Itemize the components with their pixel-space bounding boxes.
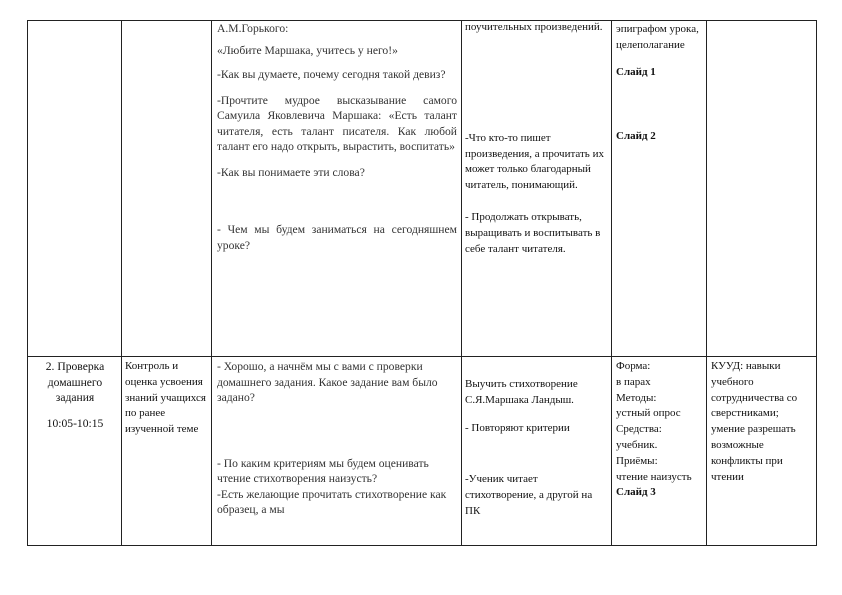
teacher-text: -Как вы понимаете эти слова? — [217, 165, 365, 179]
slide-label: Слайд 2 — [616, 130, 656, 143]
row2-stage-cell — [31, 359, 119, 431]
methods-text: целеполагание — [616, 38, 685, 51]
uud-text: КУУД: навыки учебного сотрудничества со сверстниками; умение разрешать возможные конфликты при чтении — [711, 360, 798, 483]
methods-value: чтение наизусть — [616, 470, 692, 483]
student-text: - Продолжать открывать, выращивать и воспитывать в себе талант читателя. — [465, 210, 601, 255]
row2-teacher-cell — [217, 359, 457, 524]
table-border-right — [816, 20, 817, 546]
methods-label: Форма: — [616, 360, 651, 372]
row2-students-cell — [465, 377, 609, 526]
student-text: - Повторяют критерии — [465, 421, 570, 434]
teacher-text: А.М.Горького: — [217, 22, 289, 35]
row2-methods-cell — [616, 359, 704, 501]
stage-title: 2. Проверка домашнего задания — [45, 360, 105, 404]
student-text: -Что кто-то пишет произведения, а прочитать их может только благодарный читатель, понимающий. — [465, 131, 604, 192]
teacher-text: - Хорошо, а начнём мы с вами с проверки домашнего задания. Какое задание вам было задано? — [217, 360, 438, 404]
table-col-divider — [461, 20, 462, 546]
table-border-bottom — [27, 545, 817, 546]
student-text: -Ученик читает стихотворение, а другой на ПК — [465, 473, 593, 517]
table-col-divider — [121, 20, 122, 546]
table-border-left — [27, 20, 28, 546]
table-row-divider — [27, 356, 817, 357]
methods-label: Методы: — [616, 391, 657, 404]
teacher-text: -Прочтите мудрое высказывание самого Самуила Яковлевича Маршака: «Есть талант читателя, есть талант писателя. Как любой талант его надо открыть, вырастить, воспитать» — [217, 93, 457, 153]
row2-goal-cell — [125, 359, 209, 438]
teacher-text: «Любите Маршака, учитесь у него!» — [217, 43, 398, 57]
table-col-divider — [211, 20, 212, 546]
table-col-divider — [611, 20, 612, 546]
student-text: поучительных произведений. — [465, 21, 603, 33]
methods-text: эпиграфом урока, — [616, 23, 699, 35]
methods-value: в парах — [616, 375, 651, 388]
teacher-text: - Чем мы будем заниматься на сегодняшнем уроке? — [217, 223, 457, 252]
teacher-text: -Как вы думаете, почему сегодня такой девиз? — [217, 68, 446, 81]
row1-teacher-cell — [217, 21, 457, 259]
slide-label: Слайд 3 — [616, 486, 656, 499]
slide-label: Слайд 1 — [616, 65, 656, 78]
table-col-divider — [706, 20, 707, 546]
row1-students-cell — [465, 20, 607, 263]
methods-label: Приёмы: — [616, 454, 658, 467]
teacher-text: - По каким критериям мы будем оценивать чтение стихотворения наизусть? — [217, 456, 429, 485]
row2-uud-cell — [711, 359, 813, 485]
methods-value: учебник. — [616, 438, 658, 451]
teacher-text: -Есть желающие прочитать стихотворение как образец, а мы — [217, 487, 447, 516]
methods-label: Средства: — [616, 423, 662, 436]
student-text: Выучить стихотворение С.Я.Маршака Ландыш. — [465, 378, 578, 406]
stage-time: 10:05-10:15 — [46, 416, 104, 430]
stage-goal: Контроль и оценка усвоения знаний учащихся по ранее изученной теме — [125, 360, 206, 436]
row1-methods-cell — [616, 22, 704, 145]
methods-value: устный опрос — [616, 407, 681, 420]
